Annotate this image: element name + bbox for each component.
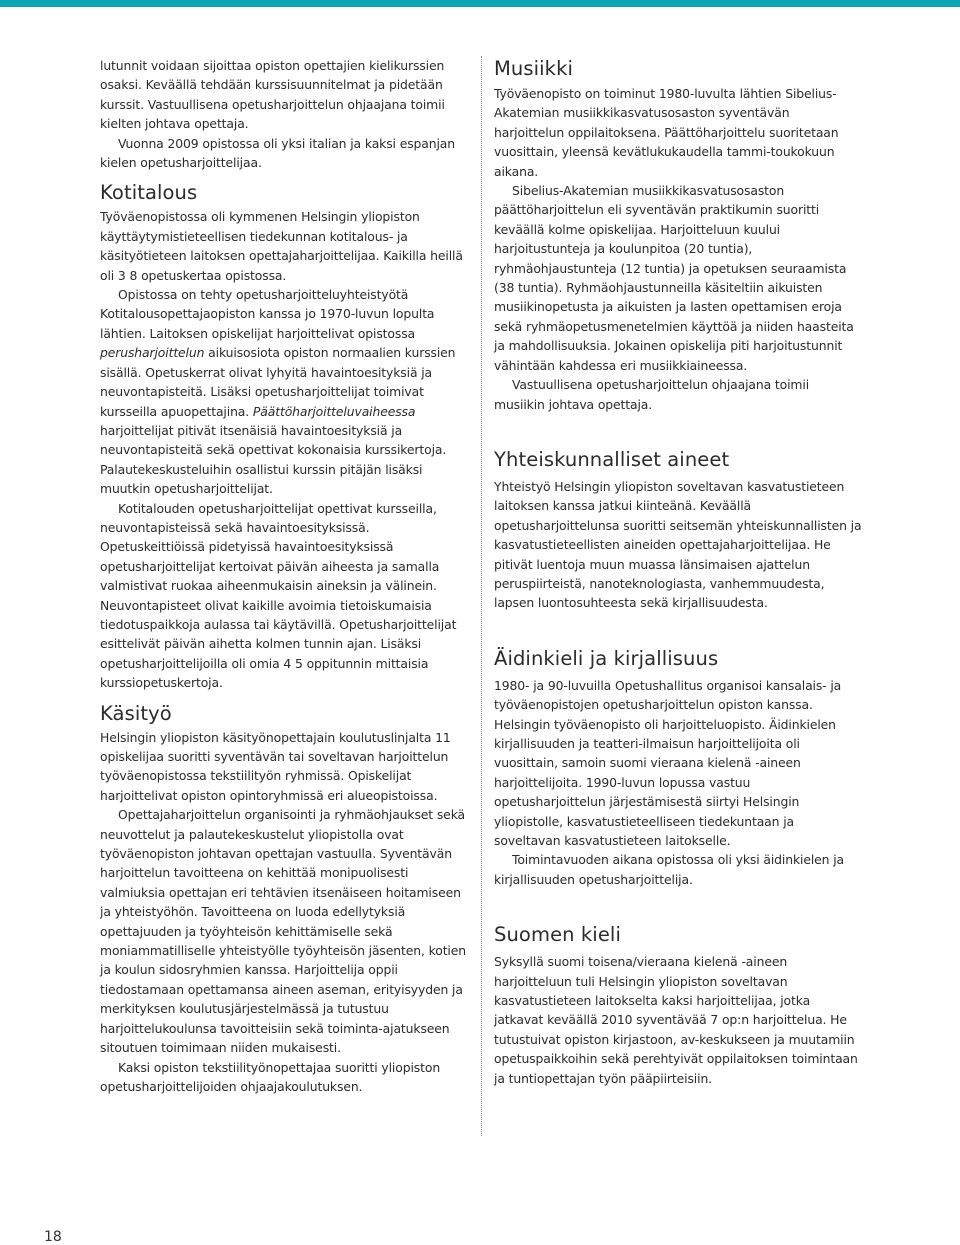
section-heading-kasityo: Käsityö [100,701,172,725]
emphasized-term: perusharjoittelun [100,345,205,361]
body-paragraph: Sibelius-Akatemian musiikkikasvatusosaston päättöharjoittelun eli syventävän praktikumin suoritti keväällä kolme opiskelijaa. Harjoitteluun kuului harjoitustunteja ja koulunpitoa (20 tuntia), ryhmäohjaustunteja (12 tuntia) ja opetuksen seuraamista (38 tuntia). Ryhmäohjaustunneilla käsiteltiin aikuisten musiikinopetusta ja aikuisten ja lasten opettamisen eroja sekä ryhmäopetusmenetelmien käyttöä ja niiden haasteita ja mahdollisuuksia. Jokainen opiskelija piti harjoitustunnit vähintään kahdessa eri musiikkiaineessa. [494,183,854,373]
body-paragraph: Toimintavuoden aikana opistossa oli yksi äidinkielen ja kirjallisuuden opetusharjoittelija. [494,852,845,887]
body-paragraph: 1980- ja 90-luvuilla Opetushallitus organisoi kansalais- ja työväenopistojen opetusharjoittelun opiston kanssa. Helsingin työväenopisto oli harjoitteluopisto. Äidinkielen kirjallisuuden ja teatteri-ilmaisun harjoittelijoita oli vuosittain, samoin suomi vieraana kielenä -aineen harjoittelijoita. 1990-luvun lopussa vastuu opetusharjoittelun järjestämisestä siirtyi Helsingin yliopistolle, kasvatustieteelliseen tiedekuntaan ja soveltavan kasvatustieteen laitokselle. [494,677,842,848]
right-column [494,56,862,1088]
body-paragraph: Syksyllä suomi toisena/vieraana kielenä -aineen harjoitteluun tuli Helsingin yliopiston soveltavan kasvatustieteen laitokselta kaksi harjoittelijaa, jotka jatkavat keväällä 2010 syventävää 7 op:n harjoittelua. He tutustuivat opiston kirjastoon, av-keskukseen ja muutamiin opetuspaikkoihin sekä perehtyivät oppilaitoksen toimintaan ja tuntiopettajan työn pääpiirteisiin. [494,954,858,1086]
text-run: harjoittelijat pitivät itsenäisiä havaintoesityksiä ja neuvontapisteitä sekä opettivat kokonaisia kurssikertoja. Palautekeskusteluihin osallistui kurssin pitäjän lisäksi muutkin opetusharjoittelijat. [100,422,447,497]
left-column [100,56,468,1096]
body-paragraph: Työväenopisto on toiminut 1980-luvulta lähtien Sibelius-Akatemian musiikkikasvatusosaston syventävän harjoittelun oppilaitoksena. Päättöharjoittelu suoritetaan vuosittain, yleensä kevätlukukaudella tammi-toukokuun aikana. [494,86,839,179]
column-divider [481,56,482,1136]
section-heading-yhteiskunnalliset: Yhteiskunnalliset aineet [494,447,730,471]
section-heading-kotitalous: Kotitalous [100,181,198,205]
text-run: Opistossa on tehty opetusharjoitteluyhteistyötä Kotitalousopettajaopiston kanssa jo 1970-luvun lopulta lähtien. Laitoksen opiskelijat harjoittelivat opistossa [100,287,435,341]
section-heading-musiikki: Musiikki [494,57,573,80]
body-paragraph: Yhteistyö Helsingin yliopiston soveltavan kasvatustieteen laitoksen kanssa jatkui kiinteänä. Keväällä opetusharjoittelunsa suoritti seitsemän yhteiskunnallisten ja kasvatustieteellisten aineiden opettajaharjoittelijaa. He pitivät luentoja muun muassa länsimaisen ajattelun peruspiirteistä, nanoteknologiasta, vanhemmuudesta, lapsen luontosuhteesta sekä kirjallisuudesta. [494,478,862,611]
page-number: 18 [44,1229,62,1245]
body-paragraph: Opettajaharjoittelun organisointi ja ryhmäohjaukset sekä neuvottelut ja palautekeskustelut yliopistolla ovat työväenopiston johtavan opettajan vastuulla. Syventävän harjoittelun tavoitteena on kehittää monipuolisesti valmiuksia opettajan eri tehtävien itsenäiseen hoitamiseen ja yhteistyöhön. Tavoitteena on luoda edellytyksiä opettajuuden ja työyhteisön kehittämiselle sekä moniammatilliselle yhteistyölle työyhteisön jäsenten, kotien ja koulun sidosryhmien kanssa. Harjoittelija oppii tiedostamaan opettamansa aineen aseman, erityisyyden ja merkityksen koulutusjärjestelmässä ja tutustuu harjoittelukoulunsa tavoitteisiin sekä toiminta-ajatukseen sitoutuen toimimaan niiden mukaisesti. [100,807,466,1056]
body-paragraph: Vastuullisena opetusharjoittelun ohjaajana toimii musiikin johtava opettaja. [494,377,810,412]
intro-paragraph: Vuonna 2009 opistossa oli yksi italian ja kaksi espanjan kielen opetusharjoittelijaa. [100,135,456,171]
body-paragraph: Kaksi opiston tekstiilityönopettajaa suoritti yliopiston opetusharjoittelijoiden ohjaajakoulutuksen. [100,1059,441,1094]
intro-paragraph: lutunnit voidaan sijoittaa opiston opettajien kielikurssien osaksi. Keväällä tehdään kurssisuunnitelmat ja pidetään kurssit. Vastuullisena opetusharjoittelun ohjaajana toimii kielten johtava opettaja. [100,58,445,132]
body-paragraph: Työväenopistossa oli kymmenen Helsingin yliopiston käyttäytymistieteellisen tiedekunnan kotitalous- ja käsityötieteen laitoksen opettajaharjoittelijaa. Kaikilla heillä oli 3 8 opetuskertaa opistossa. [100,209,463,283]
body-paragraph: Helsingin yliopiston käsityönopettajain koulutuslinjalta 11 opiskelijaa suoritti syventävän tai soveltavan harjoittelun työväenopistossa tekstiilityön ryhmissä. Opiskelijat harjoittelivat opiston opintoryhmissä eri alueopistoissa. [100,729,451,803]
body-paragraph [100,285,468,498]
emphasized-term: Päättöharjoitteluvaiheessa [252,403,416,419]
body-paragraph: Kotitalouden opetusharjoittelijat opettivat kursseilla, neuvontapisteissä sekä havaintoesityksissä. Opetuskeittiöissä pidetyissä havaintoesityksissä opetusharjoittelijat kertoivat päivän aiheesta ja samalla valmistivat ruokaa aiheenmukaisin aineksin ja välinein. Neuvontapisteet olivat kaikille avoimia tietoiskumaisia tiedotuspaikkoja aulassa tai käytävillä. Opetusharjoittelijat esittelivät päivän aihetta kolmen tunnin ajan. Lisäksi opetusharjoittelijoilla oli omia 4 5 oppitunnin mittaisia kurssiopetuskertoja. [100,500,457,691]
text-run: aikuisosiota opiston normaalien kurssien sisällä. Opetuskerrat olivat lyhyitä havaintoesityksiä ja neuvontapisteitä. Lisäksi opetusharjoittelijat toimivat kursseilla apuopettajina. [100,345,456,419]
section-heading-suomen-kieli: Suomen kieli [494,923,621,947]
section-heading-aidinkieli: Äidinkieli ja kirjallisuus [494,646,719,670]
top-accent-bar [0,0,960,7]
